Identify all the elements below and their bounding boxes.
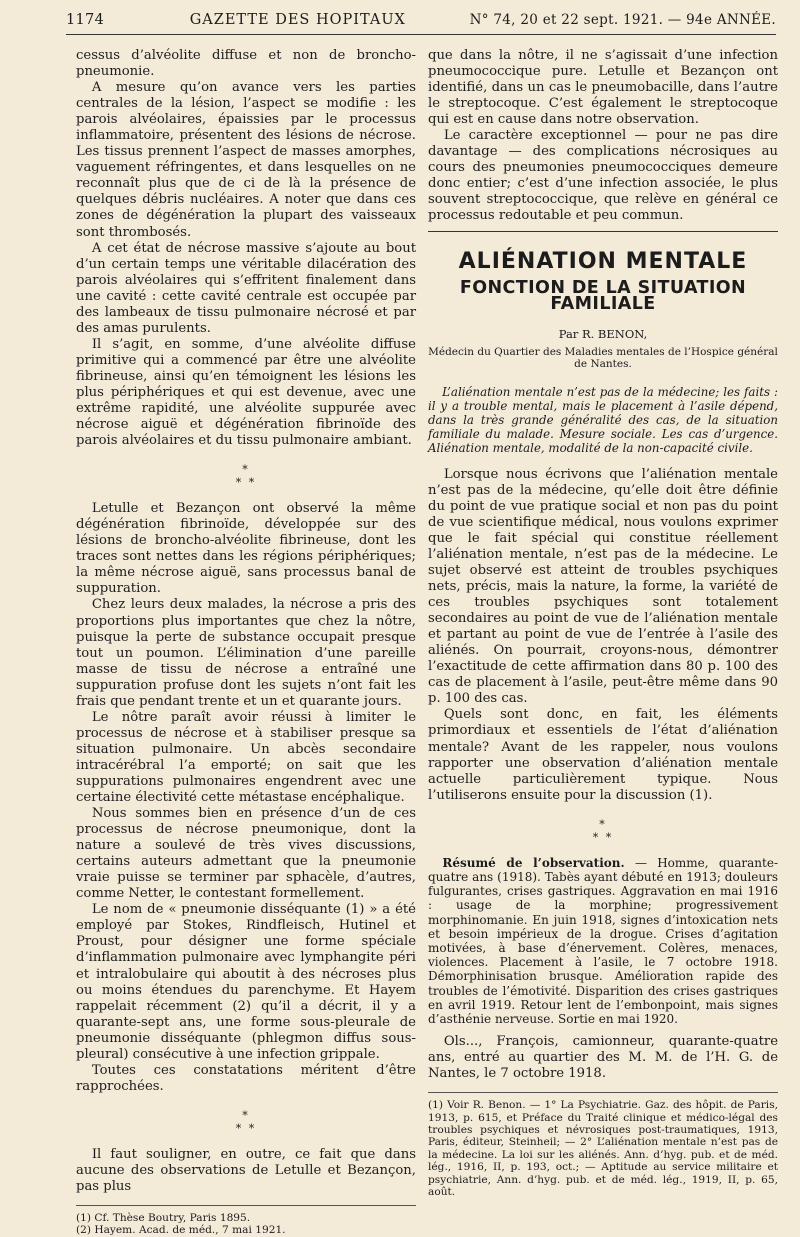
- paragraph: A cet état de nécrose massive s’ajoute au bout d’un certain temps une véritable dilacération des parois alvéolaires qui s’effritent finalement dans une cavité : cette cavité centrale est occupée par des lambeaux de tissu pulmonaire nécrosé et par des amas purulents.: [76, 240, 416, 336]
- paragraph: Letulle et Bezançon ont observé la même dégénération fibrinoïde, développée sur des lésions de broncho-alvéolite fibrineuse, dont les traces sont nettes dans les régions périphériques; la même nécrose aiguë, sans processus banal de suppuration.: [76, 501, 416, 597]
- footnote: (2) Hayem. Acad. de méd., 7 mai 1921.: [76, 1224, 286, 1237]
- paragraph: Le caractère exceptionnel — pour ne pas dire davantage — des complications nécrosiques au cours des pneumonies pneumococciques demeure donc entier; c’est d’une infection associée, le plus souvent streptococcique, que relève en général ce processus redoutable et peu commun.: [428, 128, 778, 224]
- journal-title: GAZETTE DES HOPITAUX: [189, 12, 406, 28]
- article-rule: [428, 231, 778, 232]
- paragraph: A mesure qu’on avance vers les parties centrales de la lésion, l’aspect se modifie : les parois alvéolaires, épaissies par le processus inflammatoire, présentent des lésions de nécrose. Les tissus prennent l’aspect de masses amorphes, vaguement réfringentes, et dans lesquelles on ne reconnaît plus que de ci de là la présence de quelques débris nucléaires. A noter que dans ces zones de dégénération la plupart des vaisseaux sont thrombosés.: [76, 80, 416, 240]
- footnote-rule: [76, 1205, 416, 1206]
- paragraph: Lorsque nous écrivons que l’aliénation mentale n’est pas de la médecine, qu’elle doit être définie du point de vue pratique social et non pas du point de vue scientifique médical, nous voulons exprimer que le fait spécial qui constitue réellement l’aliénation mentale, n’est pas de la médecine. Le sujet observé est atteint de troubles psychiques nets, précis, mais la nature, la forme, la variété de ces troubles psychiques sont totalement secondaires au point de vue de l’aliénation mentale et partant au point de vue de l’entrée à l’asile des aliénés. On pourrait, croyons-nous, démontrer l’exactitude de cette affirmation dans 80 p. 100 des cas de placement à l’asile, peut-être même dans 90 p. 100 des cas.: [428, 466, 778, 707]
- paragraph: Ols..., François, camionneur, quarante-quatre ans, entré au quartier des M. M. de l’H. G. de Nantes, le 7 octobre 1918.: [428, 1034, 778, 1082]
- observation-summary: [428, 856, 778, 1026]
- section-separator: * * *: [235, 1108, 257, 1135]
- paragraph: Le nôtre paraît avoir réussi à limiter le processus de nécrose et à stabiliser presque sa situation pulmonaire. Un abcès secondaire intracérébral l’a emporté; on sait que les suppurations pulmonaires engendrent avec une certaine électivité cette métastase encéphalique.: [76, 709, 416, 806]
- footnote: (1) Voir R. Benon. — 1° La Psychiatrie. Gaz. des hôpit. de Paris, 1913, p. 615, et Préface du Traité clinique et médico-légal des troubles psychiques et névrosiques post-traumatiques, 1913, Paris, éditeur, Steinheil; — 2° L’aliénation mentale n’est pas de la médecine. La loi sur les aliénés. Ann. d’hyg. pub. et de méd. lég., 1916, II, p. 193, oct.; — Aptitude au service militaire et psychiatrie, Ann. d’hyg. pub. et de méd. lég., 1919, II, p. 65, août.: [428, 1099, 778, 1199]
- footnote-rule: [428, 1092, 778, 1093]
- observation-text: — Homme, quarante-quatre ans (1918). Tabès ayant débuté en 1913; douleurs fulgurantes, crises gastriques. Aggravation en mai 1916 : usage de la morphine; progressivement morphinomanie. En juin 1918, signes d’intoxication nets et besoin impérieux de la drogue. Crises d’agitation motivées, à base d’énervement. Colères, menaces, violences. Placement à l’asile, le 7 octobre 1918. Démorphinisation brusque. Amélioration rapide des troubles de l’émotivité. Disparition des crises gastriques en avril 1919. Retour lent de l’embonpoint, mais signes d’asthénie nerveuse. Sortie en mai 1920.: [428, 855, 778, 1026]
- author: Par R. BENON,: [558, 326, 648, 341]
- article-subtitle: FONCTION DE LA SITUATION FAMILIALE: [459, 277, 747, 314]
- paragraph: Nous sommes bien en présence d’un de ces processus de nécrose pneumonique, dont la nature a soulevé de très vives discussions, certains auteurs admettant que la pneumonie vraie puisse se terminer par sphacèle, d’autres, comme Netter, le contestant formellement.: [76, 806, 416, 902]
- paragraph: Il s’agit, en somme, d’une alvéolite diffuse primitive qui a commencé par être une alvéolite fibrineuse, ainsi qu’en témoignent les lésions les plus périphériques et qui est devenue, avec une extrême rapidité, une alvéolite suppurée avec nécrose aiguë et dégénération fibrinoïde des parois alvéolaires et du tissu pulmonaire ambiant.: [76, 336, 416, 449]
- paragraph: Il faut souligner, en outre, ce fait que dans aucune des observations de Letulle et Bezançon, pas plus: [76, 1146, 416, 1194]
- paragraph: Quels sont donc, en fait, les éléments primordiaux et essentiels de l’état d’aliénation mentale? Avant de les rappeler, nous voulons rapporter une observation d’aliénation mentale actuelle particulièrement typique. Nous l’utiliserons ensuite pour la discussion (1).: [428, 707, 778, 803]
- header-rule: [66, 34, 776, 35]
- abstract: L’aliénation mentale n’est pas de la médecine; les faits : il y a trouble mental, mais le placement à l’asile dépend, dans la très grande généralité des cas, de la situation familiale du malade. Mesure sociale. Les cas d’urgence. Aliénation mentale, modalité de la non-capacité civile.: [428, 384, 778, 455]
- footnote: (1) Cf. Thèse Boutry, Paris 1895.: [76, 1212, 251, 1225]
- paragraph: Chez leurs deux malades, la nécrose a pris des proportions plus importantes que chez la nôtre, puisque la perte de substance occupait presque tout un poumon. L’élimination d’une pareille masse de tissu de nécrose a entraîné une suppuration profuse dont les sujets n’ont fait les frais que pendant trente et un et quarante jours.: [76, 597, 416, 709]
- article-title: ALIÉNATION MENTALE: [458, 248, 748, 274]
- section-separator: * * *: [235, 463, 257, 490]
- paragraph: Toutes ces constatations méritent d’être rapprochées.: [76, 1062, 416, 1094]
- right-column: [428, 48, 778, 1199]
- paragraph: Le nom de « pneumonie disséquante (1) » a été employé par Stokes, Rindfleisch, Hutinel et Proust, pour désigner une forme spéciale d’inflammation pulmonaire avec lymphangite péri et intralobulaire qui aboutit à des nécroses plus ou moins étendues du parenchyme. Et Hayem rappelait récemment (2) qu’il a décrit, il y a quarante-sept ans, une forme sous-pleurale de pneumonie disséquante (phlegmon diffus sous-pleural) consécutive à une infection grippale.: [76, 902, 416, 1062]
- left-column: [76, 48, 416, 1237]
- issue-info: N° 74, 20 et 22 sept. 1921. — 94e ANNÉE.: [469, 12, 776, 28]
- page-number: 1174: [66, 12, 105, 28]
- author-affiliation: Médecin du Quartier des Maladies mentales de l’Hospice général de Nantes.: [428, 345, 778, 371]
- page-header: [66, 12, 776, 34]
- observation-lead: Résumé de l’observation.: [442, 855, 625, 870]
- paragraph: cessus d’alvéolite diffuse et non de broncho-pneumonie.: [76, 48, 416, 80]
- paragraph: que dans la nôtre, il ne s’agissait d’une infection pneumococcique pure. Letulle et Bezançon ont identifié, dans un cas le pneumobacille, dans l’autre le streptocoque. C’est également le streptocoque qui est en cause dans notre observation.: [428, 48, 778, 128]
- section-separator: * * *: [592, 817, 614, 844]
